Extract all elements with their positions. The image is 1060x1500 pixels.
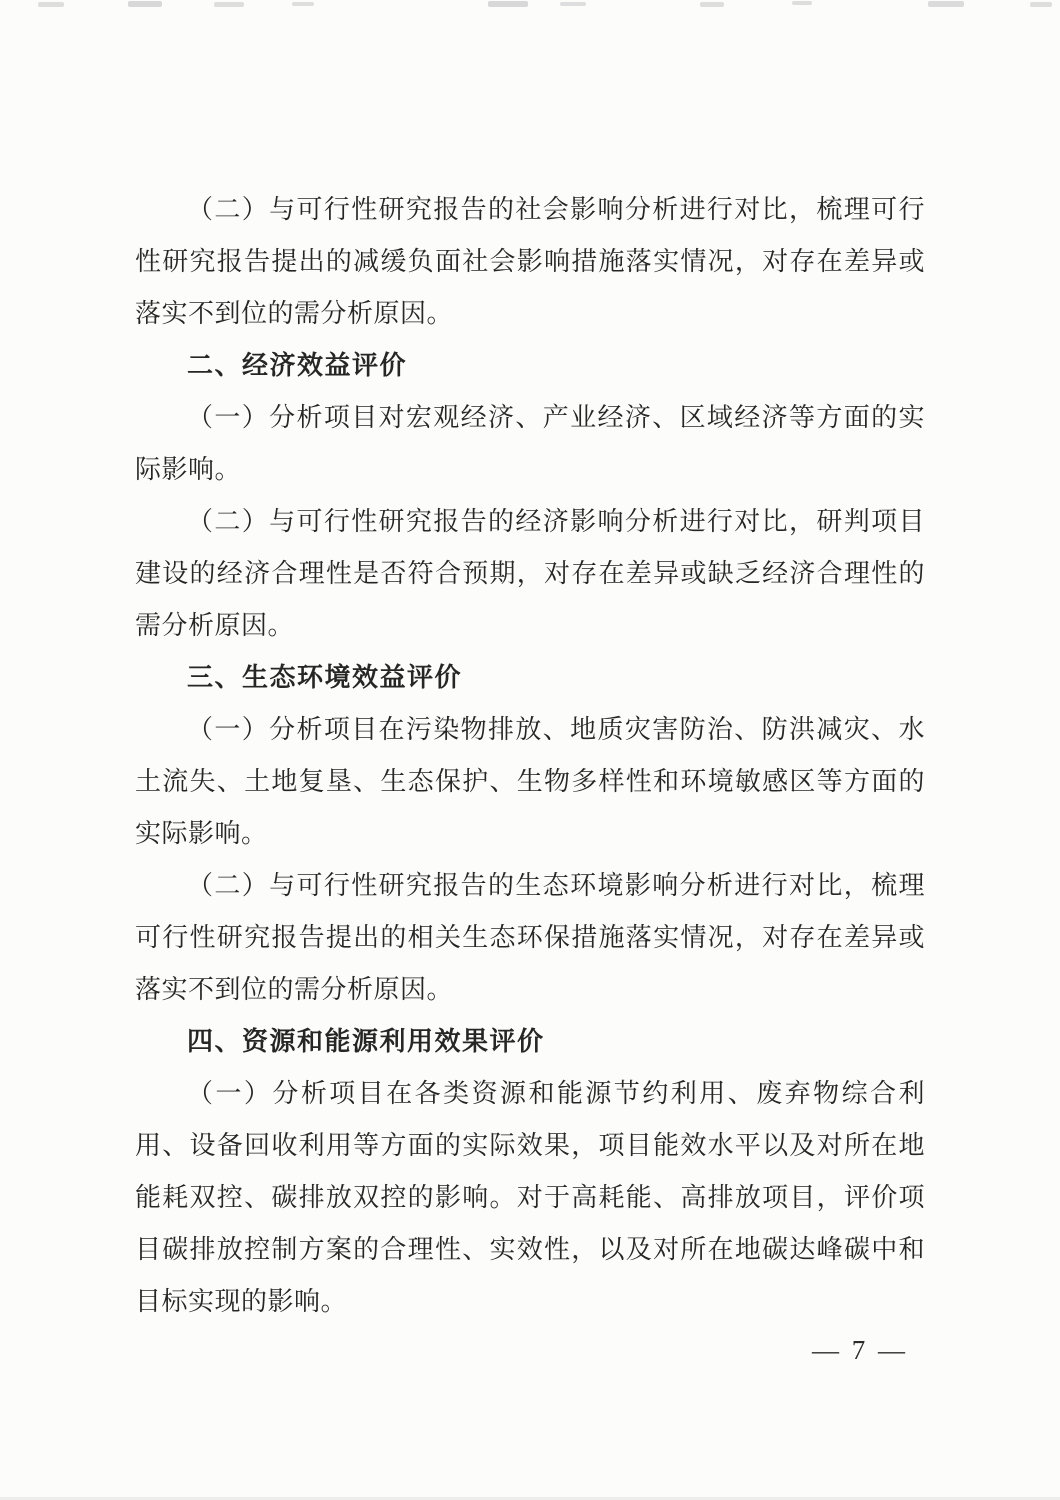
paragraph-macro-economy-impact: （一）分析项目对宏观经济、产业经济、区域经济等方面的实际影响。 bbox=[135, 403, 925, 484]
scan-artifact bbox=[488, 1, 528, 7]
paragraph-social-impact-comparison: （二）与可行性研究报告的社会影响分析进行对比，梳理可行性研究报告提出的减缓负面社会影响措施落实情况，对存在差异或落实不到位的需分析原因。 bbox=[135, 195, 925, 328]
scan-artifact bbox=[38, 2, 64, 7]
scan-artifact bbox=[1030, 2, 1052, 7]
heading-ecological-benefit-evaluation: 三、生态环境效益评价 bbox=[187, 663, 463, 692]
scan-artifact bbox=[292, 2, 314, 6]
heading-economic-benefit-evaluation: 二、经济效益评价 bbox=[187, 351, 408, 380]
paragraph-ecological-impact-comparison: （二）与可行性研究报告的生态环境影响分析进行对比，梳理可行性研究报告提出的相关生态环保措施落实情况，对存在差异或落实不到位的需分析原因。 bbox=[135, 871, 925, 1004]
scan-artifact bbox=[214, 2, 244, 7]
scan-artifact bbox=[792, 1, 812, 5]
scan-artifact bbox=[928, 1, 964, 7]
document-body bbox=[135, 184, 925, 1328]
scan-artifact bbox=[700, 2, 724, 7]
scan-artifact bbox=[128, 1, 162, 7]
page-number: — 7 — bbox=[812, 1335, 908, 1365]
scan-artifact bbox=[560, 2, 586, 6]
paragraph-ecological-impact-analysis: （一）分析项目在污染物排放、地质灾害防治、防洪减灾、水土流失、土地复垦、生态保护、生物多样性和环境敏感区等方面的实际影响。 bbox=[135, 715, 925, 848]
heading-resource-energy-utilization-evaluation: 四、资源和能源利用效果评价 bbox=[187, 1027, 545, 1056]
paragraph-resource-energy-effect-analysis: （一）分析项目在各类资源和能源节约利用、废弃物综合利用、设备回收利用等方面的实际效果，项目能效水平以及对所在地能耗双控、碳排放双控的影响。对于高耗能、高排放项目，评价项目碳排放控制方案的合理性、实效性，以及对所在地碳达峰碳中和目标实现的影响。 bbox=[135, 1079, 925, 1316]
paragraph-economic-impact-comparison: （二）与可行性研究报告的经济影响分析进行对比，研判项目建设的经济合理性是否符合预期，对存在差异或缺乏经济合理性的需分析原因。 bbox=[135, 507, 925, 640]
